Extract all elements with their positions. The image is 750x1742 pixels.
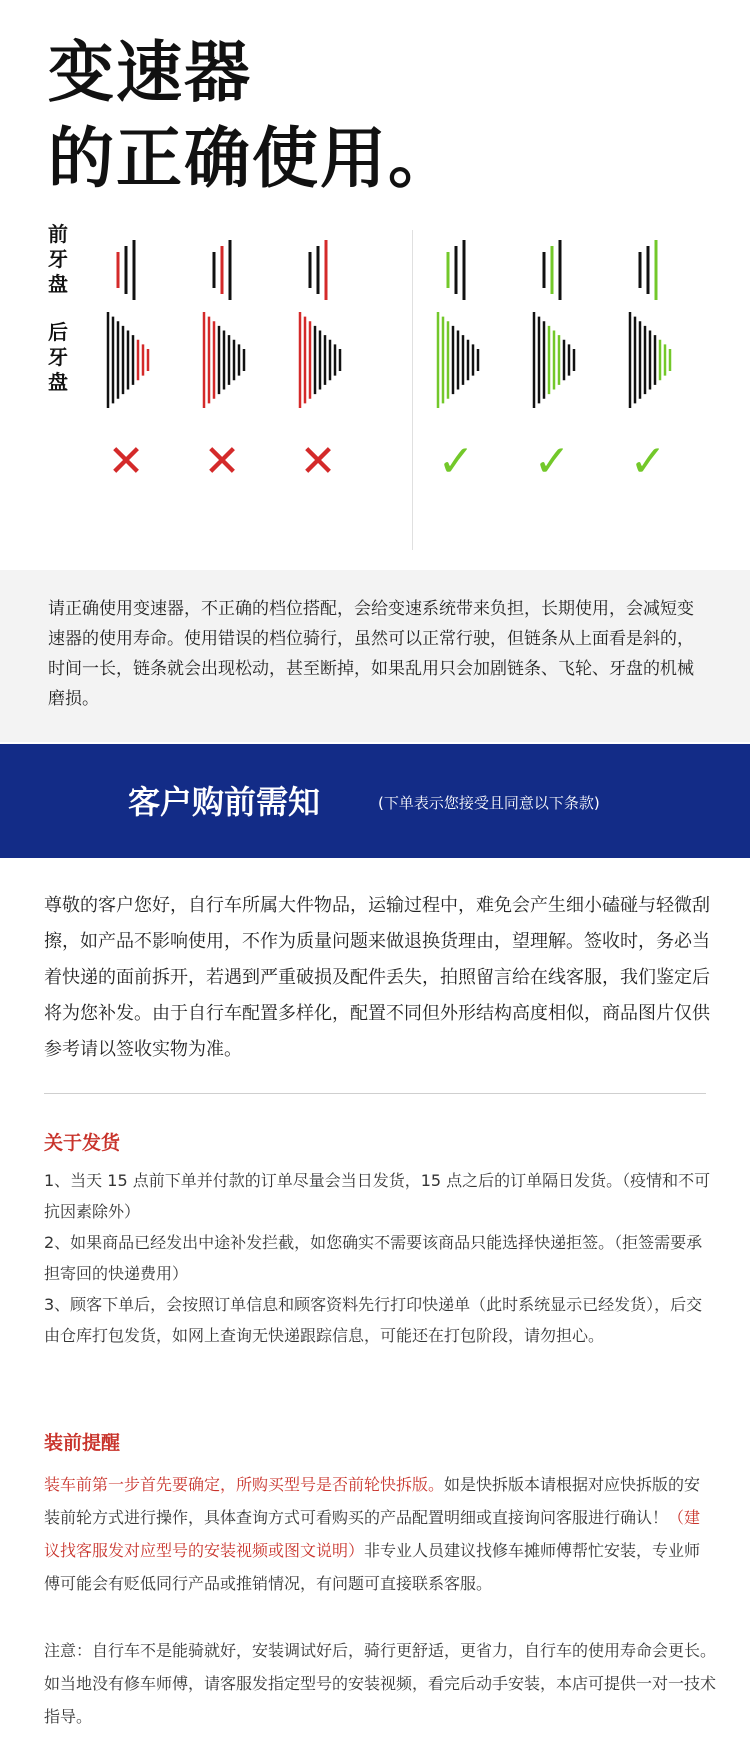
shipping-item: 3、顾客下单后，会按照订单信息和顾客资料先行打印快递单（此时系统显示已经发货），后交由仓库打包发货，如网上查询无快递跟踪信息，可能还在打包阶段，请勿担心。 xyxy=(44,1295,703,1345)
banner-subtitle: (下单表示您接受且同意以下条款) xyxy=(378,794,600,812)
title-line-1: 变速器 xyxy=(48,34,252,111)
page-title xyxy=(48,30,456,202)
assembly-professional-tip: 非专业人员建议找修车摊师傅帮忙安装，专业师傅可能会有贬低同行产品或推销情况，有问题可直接联系客服。 xyxy=(44,1541,701,1593)
shipping-item: 2、如果商品已经发出中途补发拦截，如您确实不需要该商品只能选择快递拒签。（拒签需要承担寄回的快递费用） xyxy=(44,1233,703,1283)
cross-icon: ✕ xyxy=(107,436,145,487)
usage-description-block xyxy=(0,570,750,742)
shipping-item: 1、当天 15 点前下单并付款的订单尽量会当日发货，15 点之后的订单隔日发货。（疫情和不可抗因素除外） xyxy=(44,1171,711,1221)
check-icon: ✓ xyxy=(437,436,475,487)
front-label-char-3: 盘 xyxy=(48,272,68,296)
gear-diagram xyxy=(0,220,750,565)
assembly-note: 注意：自行车不是能骑就好，安装调试好后，骑行更舒适，更省力，自行车的使用寿命会更长。如当地没有修车师傅，请客服发指定型号的安装视频，看完后动手安装，本店可提供一对一技术指导。 xyxy=(44,1641,717,1726)
usage-description: 请正确使用变速器，不正确的档位搭配，会给变速系统带来负担，长期使用，会减短变速器的使用寿命。使用错误的档位骑行，虽然可以正常行驶，但链条从上面看是斜的，时间一长，链条就会出现松动，甚至断掉，如果乱用只会加剧链条、飞轮、牙盘的机械磨损。 xyxy=(48,599,694,709)
customer-notice: 尊敬的客户您好，自行车所属大件物品，运输过程中，难免会产生细小磕碰与轻微刮擦，如产品不影响使用，不作为质量问题来做退换货理由，望理解。签收时，务必当着快递的面前拆开，若遇到严重破损及配件丢失，拍照留言给在线客服，我们鉴定后将为您补发。由于自行车配置多样化，配置不同但外形结构高度相似，商品图片仅供参考请以签收实物为准。 xyxy=(44,895,710,1060)
assembly-key-point: 装车前第一步首先要确定，所购买型号是否前轮快拆版。 xyxy=(44,1475,445,1494)
assembly-heading: 装前提醒 xyxy=(44,1432,121,1454)
rear-label-char-2: 牙 xyxy=(48,345,68,369)
assembly-video-tip: （建议找客服发对应型号的安装视频或图文说明） xyxy=(44,1508,701,1560)
check-icon: ✓ xyxy=(533,436,571,487)
title-line-2: 的正确使用。 xyxy=(48,120,456,197)
section-divider xyxy=(44,1093,706,1094)
assembly-instructions: 如是快拆版本请根据对应快拆版的安装前轮方式进行操作，具体查询方式可看购买的产品配置明细或直接询问客服进行确认！ xyxy=(44,1475,701,1527)
shipping-list xyxy=(44,1165,716,1351)
rear-label-char-3: 盘 xyxy=(48,370,68,394)
shipping-heading: 关于发货 xyxy=(44,1132,121,1154)
check-icon: ✓ xyxy=(629,436,667,487)
cross-icon: ✕ xyxy=(203,436,241,487)
assembly-reminder xyxy=(44,1468,716,1600)
gear-usage-chart xyxy=(0,220,750,565)
front-label-char-2: 牙 xyxy=(48,247,68,271)
rear-label-char-1: 后 xyxy=(48,320,68,344)
banner-title: 客户购前需知 xyxy=(128,783,321,821)
pre-purchase-banner xyxy=(0,744,750,858)
cross-icon: ✕ xyxy=(299,436,337,487)
front-label-char-1: 前 xyxy=(48,222,68,246)
